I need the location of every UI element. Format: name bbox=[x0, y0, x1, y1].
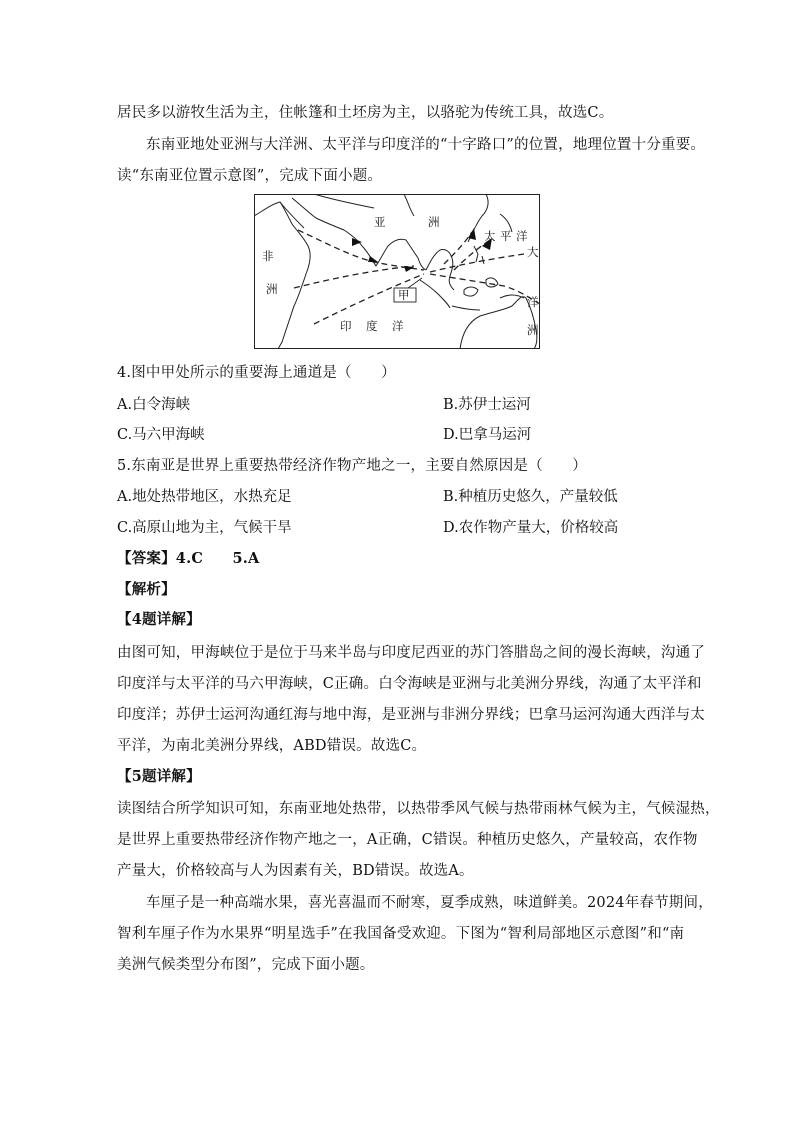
map-label-indian-3: 洋 bbox=[392, 319, 404, 333]
q4-option-a: A.白令海峡 bbox=[117, 397, 191, 413]
q4-detail-line-4: 平洋，为南北美洲分界线，ABD错误。故选C。 bbox=[117, 738, 427, 754]
q5-option-a: A.地处热带地区，水热充足 bbox=[117, 489, 292, 505]
q5-detail-line-3: 产量大，价格较高与人为因素有关，BD错误。故选A。 bbox=[117, 863, 474, 879]
q4-detail-line-2: 印度洋与太平洋的马六甲海峡，C正确。白令海峡是亚洲与北美洲分界线，沟通了太平洋和 bbox=[117, 676, 702, 692]
passage-2-line-1: 车厘子是一种高端水果，喜光喜温而不耐寒，夏季成熟，味道鲜美。2024年春节期间， bbox=[146, 895, 713, 911]
southeast-asia-map bbox=[254, 194, 540, 349]
q4-option-d: D.巴拿马运河 bbox=[443, 427, 532, 443]
q4-option-b: B.苏伊士运河 bbox=[443, 397, 531, 413]
q5-detail-line-1: 读图结合所学知识可知，东南亚地处热带，以热带季风气候与热带雨林气候为主，气候湿热， bbox=[117, 801, 720, 817]
q5-detail-heading: 【5题详解】 bbox=[117, 768, 201, 785]
q5-stem: 5.东南亚是世界上重要热带经济作物产地之一，主要自然原因是（ ） bbox=[117, 458, 587, 474]
map-label-africa-1: 非 bbox=[262, 249, 274, 263]
map-label-asia-2: 洲 bbox=[428, 215, 440, 229]
answer-line: 【答案】4.C 5.A bbox=[117, 550, 260, 567]
q5-option-b: B.种植历史悠久，产量较低 bbox=[443, 489, 618, 505]
q5-option-d: D.农作物产量大，价格较高 bbox=[443, 520, 619, 536]
passage-1-line-2: 读“东南亚位置示意图”，完成下面小题。 bbox=[117, 168, 383, 184]
q4-stem: 4.图中甲处所示的重要海上通道是（ ） bbox=[117, 365, 396, 381]
map-label-pacific-1: 太 bbox=[484, 229, 496, 243]
q4-detail-heading: 【4题详解】 bbox=[117, 611, 201, 628]
q5-detail-line-2: 是世界上重要热带经济作物产地之一，A正确，C错误。种植历史悠久，产量较高，农作物 bbox=[117, 832, 698, 848]
q4-option-c: C.马六甲海峡 bbox=[117, 427, 205, 443]
q4-detail-line-1: 由图可知，甲海峡位于是位于马来半岛与印度尼西亚的苏门答腊岛之间的漫长海峡，沟通了 bbox=[117, 645, 705, 661]
map-label-pacific-3: 洋 bbox=[516, 229, 528, 243]
map-label-pacific-2: 平 bbox=[500, 229, 512, 243]
passage-1-line-1: 东南亚地处亚洲与大洋洲、太平洋与印度洋的“十字路口”的位置，地理位置十分重要。 bbox=[146, 137, 706, 153]
map-label-asia-1: 亚 bbox=[374, 215, 386, 229]
q4-detail-line-3: 印度洋；苏伊士运河沟通红海与地中海，是亚洲与非洲分界线；巴拿马运河沟通大西洋与太 bbox=[117, 707, 705, 723]
analysis-heading: 【解析】 bbox=[117, 581, 176, 598]
map-marker-jia: 甲 bbox=[398, 288, 410, 302]
map-label-oceania-2: 洋 bbox=[527, 295, 539, 309]
intro-tail-text: 居民多以游牧生活为主，住帐篷和土坯房为主，以骆驼为传统工具，故选C。 bbox=[117, 105, 614, 121]
passage-2-line-2: 智利车厘子作为水果界“明星选手”在我国备受欢迎。下图为“智利局部地区示意图”和“南 bbox=[117, 926, 685, 942]
q5-option-c: C.高原山地为主，气候干旱 bbox=[117, 520, 292, 536]
map-label-indian-2: 度 bbox=[366, 319, 378, 333]
map-label-indian-1: 印 bbox=[340, 319, 352, 333]
map-label-africa-2: 洲 bbox=[266, 282, 278, 296]
map-label-oceania-3: 洲 bbox=[527, 323, 539, 337]
passage-2-line-3: 美洲气候类型分布图”，完成下面小题。 bbox=[117, 957, 375, 973]
map-label-oceania-1: 大 bbox=[527, 245, 539, 259]
